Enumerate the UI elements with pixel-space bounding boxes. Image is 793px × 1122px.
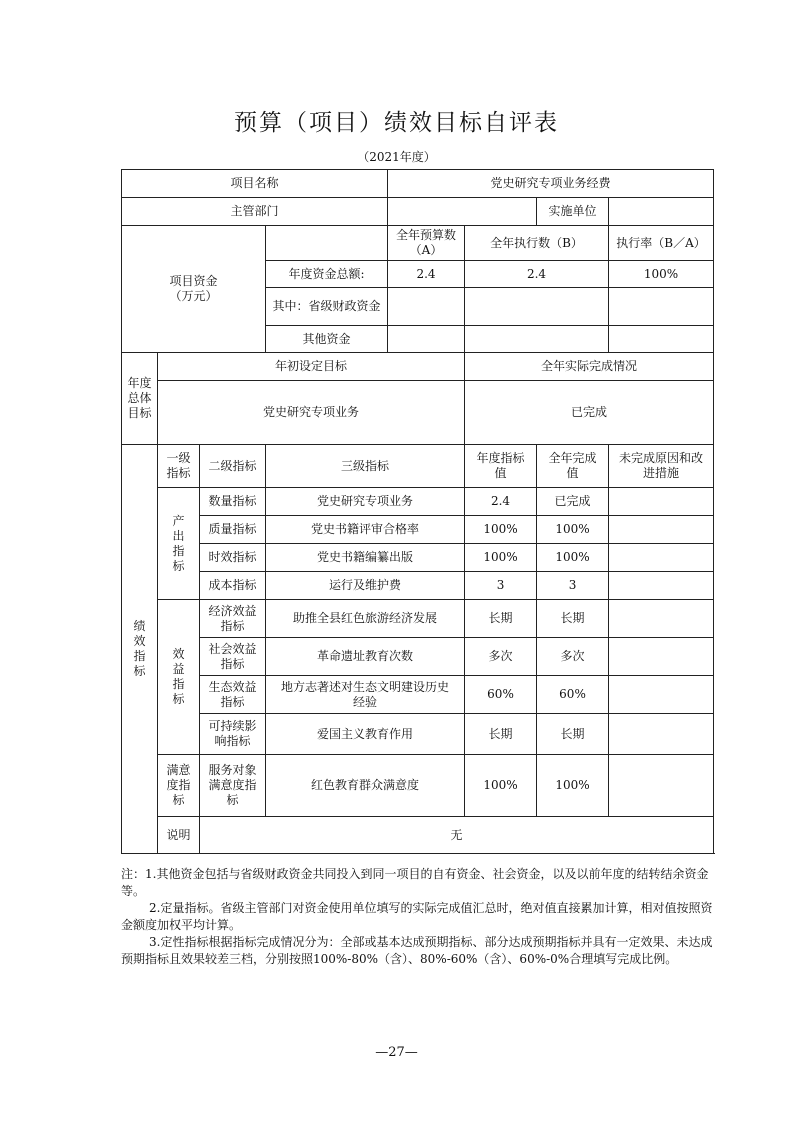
target-cell: 长期 (465, 714, 537, 755)
level3-cell: 党史研究专项业务 (266, 488, 465, 516)
table-row (122, 638, 714, 676)
level2-cell: 可持续影 响指标 (200, 714, 266, 755)
actual-cell: 60% (537, 676, 609, 714)
actual-cell: 100% (537, 755, 609, 817)
actual-cell: 多次 (537, 638, 609, 676)
actual-cell: 3 (537, 572, 609, 600)
other-rate (609, 326, 714, 353)
other-budget (388, 326, 465, 353)
table-row (122, 488, 714, 516)
reason-cell (609, 676, 714, 714)
target-cell: 长期 (465, 600, 537, 638)
reason-cell (609, 488, 714, 516)
reason-cell (609, 714, 714, 755)
reason-cell (609, 516, 714, 544)
level2-cell: 时效指标 (200, 544, 266, 572)
col-rate-header: 执行率（B／A） (609, 226, 714, 261)
page-number: —27— (375, 1045, 418, 1060)
reason-cell (609, 638, 714, 676)
other-exec (465, 326, 609, 353)
table-row (122, 516, 714, 544)
level3-cell: 助推全县红色旅游经济发展 (266, 600, 465, 638)
reason-cell (609, 572, 714, 600)
year-subtitle: （2021年度） (357, 150, 436, 164)
actual-cell: 已完成 (537, 488, 609, 516)
goal-actual-value: 已完成 (465, 381, 714, 445)
level3-cell: 党史书籍编纂出版 (266, 544, 465, 572)
level3-header: 三级指标 (266, 445, 465, 488)
benefit-indicator-label: 效 益 指 标 (158, 600, 200, 755)
actual-cell: 100% (537, 516, 609, 544)
remark-value: 无 (200, 817, 714, 854)
reason-cell (609, 600, 714, 638)
provincial-rate (609, 288, 714, 326)
page-title: 预算（项目）绩效目标自评表 (234, 110, 559, 136)
reason-header: 未完成原因和改 进措施 (609, 445, 714, 488)
self-evaluation-table (121, 169, 714, 854)
impl-unit-label: 实施单位 (537, 198, 609, 226)
reason-cell (609, 755, 714, 817)
table-row (122, 714, 714, 755)
total-exec-value: 2.4 (465, 261, 609, 288)
total-funds-label: 年度资金总额: (266, 261, 388, 288)
annual-goal-label: 年度 总体 目标 (122, 353, 158, 445)
target-cell: 100% (465, 755, 537, 817)
target-cell: 2.4 (465, 488, 537, 516)
level2-cell: 经济效益 指标 (200, 600, 266, 638)
table-row (122, 755, 714, 817)
fund-label: 项目资金 （万元） (122, 226, 266, 353)
level2-cell: 成本指标 (200, 572, 266, 600)
actual-cell: 100% (537, 544, 609, 572)
level3-cell: 党史书籍评审合格率 (266, 516, 465, 544)
performance-indicator-label: 绩 效 指 标 (122, 445, 158, 854)
dept-value (388, 198, 537, 226)
satisfaction-indicator-label: 满意 度指 标 (158, 755, 200, 817)
fund-header-blank (266, 226, 388, 261)
table-row (122, 600, 714, 638)
project-name-label: 项目名称 (122, 170, 388, 198)
reason-cell (609, 544, 714, 572)
actual-cell: 长期 (537, 600, 609, 638)
other-funds-label: 其他资金 (266, 326, 388, 353)
target-cell: 100% (465, 516, 537, 544)
target-cell: 3 (465, 572, 537, 600)
project-name-value: 党史研究专项业务经费 (388, 170, 714, 198)
goal-initial-value: 党史研究专项业务 (158, 381, 465, 445)
level3-cell: 爱国主义教育作用 (266, 714, 465, 755)
goal-initial-header: 年初设定目标 (158, 353, 465, 381)
col-exec-header: 全年执行数（B） (465, 226, 609, 261)
target-header: 年度指标 值 (465, 445, 537, 488)
target-cell: 100% (465, 544, 537, 572)
level3-cell: 红色教育群众满意度 (266, 755, 465, 817)
level2-cell: 社会效益 指标 (200, 638, 266, 676)
table-row (122, 572, 714, 600)
dept-label: 主管部门 (122, 198, 388, 226)
level2-cell: 质量指标 (200, 516, 266, 544)
footnotes (121, 866, 713, 968)
output-indicator-label: 产 出 指 标 (158, 488, 200, 600)
level2-cell: 数量指标 (200, 488, 266, 516)
actual-cell: 长期 (537, 714, 609, 755)
level2-cell: 服务对象 满意度指 标 (200, 755, 266, 817)
level3-cell: 革命遗址教育次数 (266, 638, 465, 676)
provincial-budget (388, 288, 465, 326)
footnote-3: 3.定性指标根据指标完成情况分为：全部或基本达成预期指标、部分达成预期指标并具有一定效果、未达成预期指标且效果较差三档，分别按照100%-80%（含）、80%-60%（含）、60%-0%合理填写完成比例。 (121, 935, 713, 966)
col-budget-header: 全年预算数 （A） (388, 226, 465, 261)
impl-unit-value (609, 198, 714, 226)
actual-header: 全年完成 值 (537, 445, 609, 488)
total-budget-value: 2.4 (388, 261, 465, 288)
level2-header: 二级指标 (200, 445, 266, 488)
level3-cell: 运行及维护费 (266, 572, 465, 600)
table-row (122, 544, 714, 572)
target-cell: 60% (465, 676, 537, 714)
footnote-2: 2.定量指标。省级主管部门对资金使用单位填写的实际完成值汇总时，绝对值直接累加计算，相对值按照资金额度加权平均计算。 (121, 901, 713, 932)
total-rate-value: 100% (609, 261, 714, 288)
goal-actual-header: 全年实际完成情况 (465, 353, 714, 381)
level3-cell: 地方志著述对生态文明建设历史 经验 (266, 676, 465, 714)
remark-label: 说明 (158, 817, 200, 854)
level2-cell: 生态效益 指标 (200, 676, 266, 714)
provincial-exec (465, 288, 609, 326)
table-row (122, 676, 714, 714)
level1-header: 一级 指标 (158, 445, 200, 488)
footnote-1: 注：1.其他资金包括与省级财政资金共同投入到同一项目的自有资金、社会资金，以及以前年度的结转结余资金等。 (121, 867, 709, 898)
target-cell: 多次 (465, 638, 537, 676)
provincial-funds-label: 其中：省级财政资金 (266, 288, 388, 326)
